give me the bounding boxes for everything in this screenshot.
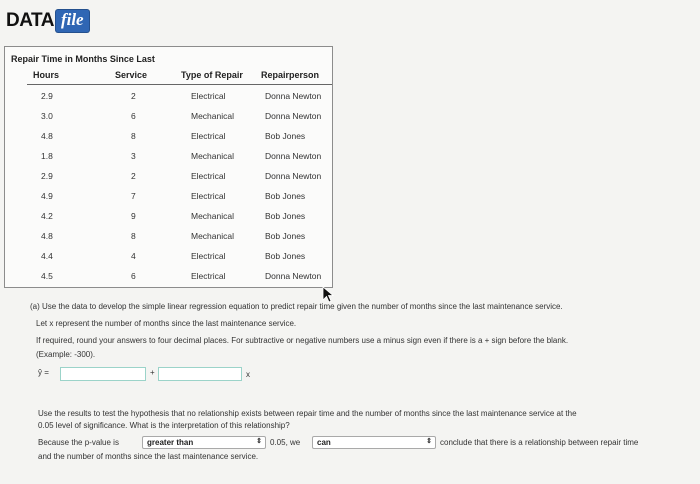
p-value-comparison-select[interactable] [142, 436, 266, 449]
cell-hours: 1.8 [41, 151, 53, 161]
cell-service: 8 [131, 231, 136, 241]
cell-type: Electrical [191, 271, 226, 281]
cell-person: Donna Newton [265, 151, 322, 161]
cell-service: 8 [131, 131, 136, 141]
cell-hours: 4.9 [41, 191, 53, 201]
cell-service: 2 [131, 171, 136, 181]
cell-service: 7 [131, 191, 136, 201]
cell-type: Electrical [191, 91, 226, 101]
question-a-line3: If required, round your answers to four decimal places. For subtractive or negative numbers use a minus sign even if there is a + sign before the blank. [36, 336, 569, 345]
intercept-input[interactable] [60, 367, 146, 381]
data-label: DATA [6, 10, 54, 31]
cell-hours: 2.9 [41, 91, 53, 101]
table-row [5, 227, 332, 247]
cell-type: Mechanical [191, 111, 234, 121]
cell-hours: 4.5 [41, 271, 53, 281]
cell-person: Bob Jones [265, 131, 306, 141]
cell-service: 9 [131, 211, 136, 221]
question-b-line2: 0.05 level of significance. What is the interpretation of this relationship? [38, 421, 290, 430]
cell-hours: 3.0 [41, 111, 53, 121]
table-row [5, 267, 332, 287]
table-row [5, 167, 332, 187]
cell-type: Electrical [191, 251, 226, 261]
file-icon[interactable]: file [56, 10, 89, 32]
conclusion-value: can [317, 438, 331, 447]
data-table [4, 46, 333, 288]
select-arrows-icon: ⇕ [426, 438, 432, 445]
cell-service: 6 [131, 271, 136, 281]
question-b-line4: and the number of months since the last maintenance service. [38, 452, 259, 461]
p-value-comparison-value: greater than [147, 438, 194, 447]
cell-person: Bob Jones [265, 191, 306, 201]
table-row [5, 147, 332, 167]
question-a-line2: Let x represent the number of months since the last maintenance service. [36, 319, 297, 328]
cell-hours: 4.2 [41, 211, 53, 221]
cell-person: Bob Jones [265, 211, 306, 221]
cell-person: Donna Newton [265, 111, 322, 121]
table-caption: Repair Time in Months Since Last [11, 54, 155, 64]
cell-person: Bob Jones [265, 231, 306, 241]
table-row [5, 107, 332, 127]
cell-person: Donna Newton [265, 271, 322, 281]
cell-type: Electrical [191, 191, 226, 201]
data-file-link[interactable] [6, 10, 89, 32]
cell-person: Donna Newton [265, 91, 322, 101]
column-header-type-of-repair: Type of Repair [181, 70, 243, 80]
cell-service: 6 [131, 111, 136, 121]
conclusion-select[interactable] [312, 436, 436, 449]
cell-type: Mechanical [191, 211, 234, 221]
y-hat-label: ŷ = [38, 368, 49, 377]
cell-hours: 4.8 [41, 231, 53, 241]
select-arrows-icon: ⇕ [256, 438, 262, 445]
cell-hours: 4.8 [41, 131, 53, 141]
cell-person: Bob Jones [265, 251, 306, 261]
mouse-pointer-icon [322, 286, 334, 303]
table-row [5, 187, 332, 207]
table-row [5, 247, 332, 267]
cell-type: Electrical [191, 171, 226, 181]
cell-hours: 4.4 [41, 251, 53, 261]
table-row [5, 87, 332, 107]
cell-service: 2 [131, 91, 136, 101]
cell-service: 4 [131, 251, 136, 261]
cell-service: 3 [131, 151, 136, 161]
cell-hours: 2.9 [41, 171, 53, 181]
column-header-repairperson: Repairperson [261, 70, 320, 80]
header-divider [27, 84, 332, 85]
table-row [5, 127, 332, 147]
cell-type: Electrical [191, 131, 226, 141]
slope-input[interactable] [158, 367, 242, 381]
question-b-line1: Use the results to test the hypothesis that no relationship exists between repair time and the number of months since the last maintenance service at the [38, 409, 577, 418]
question-a-line4: (Example: -300). [36, 350, 96, 359]
column-header-hours: Hours [33, 70, 60, 80]
alpha-text: 0.05, we [270, 438, 301, 447]
cell-person: Donna Newton [265, 171, 322, 181]
question-a-line1: (a) Use the data to develop the simple linear regression equation to predict repair time given the number of months since the last maintenance service. [30, 302, 563, 311]
because-text: Because the p-value is [38, 438, 119, 447]
column-header-service: Service [115, 70, 148, 80]
cell-type: Mechanical [191, 231, 234, 241]
table-row [5, 207, 332, 227]
cell-type: Mechanical [191, 151, 234, 161]
plus-sign: + [150, 368, 155, 377]
conclusion-text: conclude that there is a relationship between repair time [440, 438, 639, 447]
x-variable-label: x [246, 370, 250, 379]
